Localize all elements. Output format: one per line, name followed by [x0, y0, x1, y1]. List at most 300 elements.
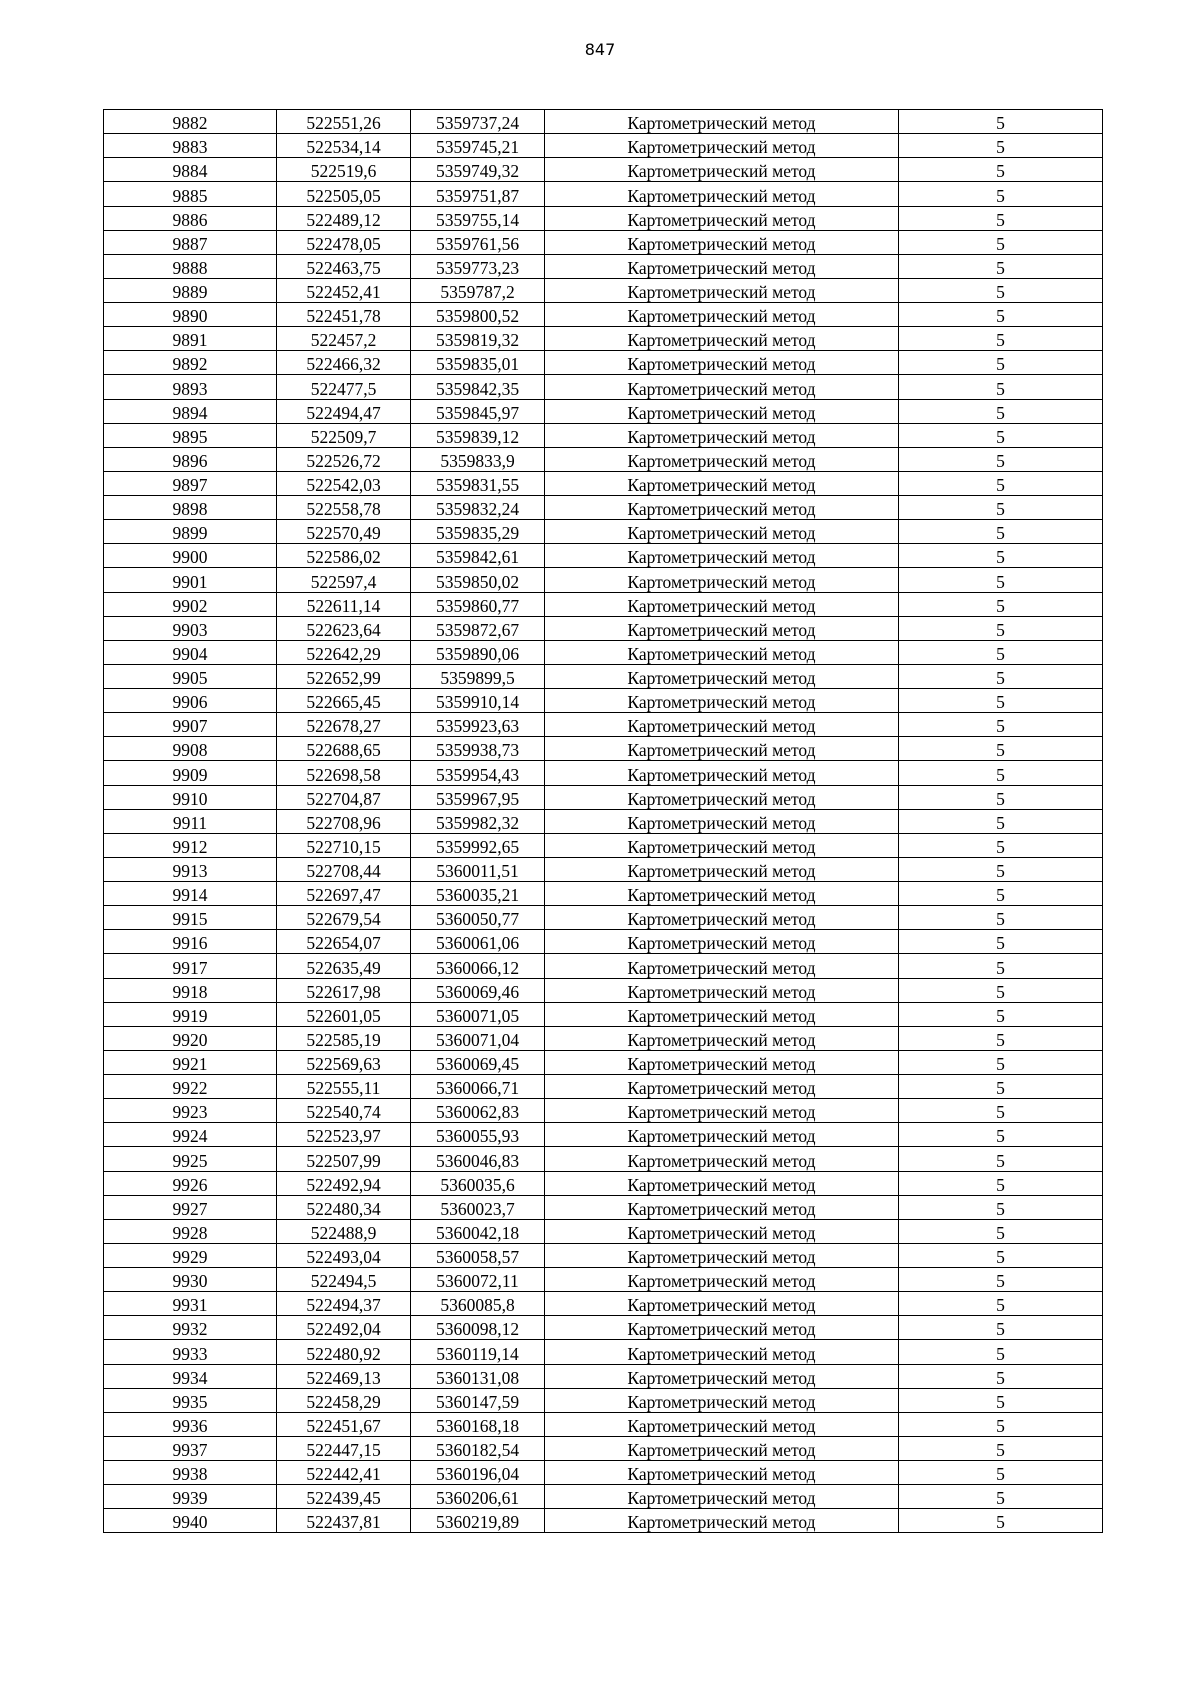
point-number-cell: 9919	[104, 1002, 277, 1026]
method-cell: Картометрический метод	[545, 809, 899, 833]
x-coordinate-cell: 522654,07	[277, 930, 411, 954]
point-number-cell: 9899	[104, 520, 277, 544]
x-coordinate-cell: 522617,98	[277, 978, 411, 1002]
accuracy-cell: 5	[899, 1316, 1103, 1340]
accuracy-cell: 5	[899, 906, 1103, 930]
table-row	[104, 134, 1103, 158]
method-cell: Картометрический метод	[545, 1461, 899, 1485]
x-coordinate-cell: 522477,5	[277, 375, 411, 399]
method-cell: Картометрический метод	[545, 978, 899, 1002]
table-row	[104, 1340, 1103, 1364]
y-coordinate-cell: 5360061,06	[411, 930, 545, 954]
table-row	[104, 1268, 1103, 1292]
y-coordinate-cell: 5359787,2	[411, 278, 545, 302]
x-coordinate-cell: 522570,49	[277, 520, 411, 544]
method-cell: Картометрический метод	[545, 303, 899, 327]
x-coordinate-cell: 522442,41	[277, 1461, 411, 1485]
table-row	[104, 423, 1103, 447]
method-cell: Картометрический метод	[545, 1026, 899, 1050]
point-number-cell: 9933	[104, 1340, 277, 1364]
x-coordinate-cell: 522710,15	[277, 833, 411, 857]
y-coordinate-cell: 5360147,59	[411, 1388, 545, 1412]
accuracy-cell: 5	[899, 616, 1103, 640]
method-cell: Картометрический метод	[545, 423, 899, 447]
table-row	[104, 1388, 1103, 1412]
accuracy-cell: 5	[899, 1050, 1103, 1074]
method-cell: Картометрический метод	[545, 1099, 899, 1123]
y-coordinate-cell: 5359835,29	[411, 520, 545, 544]
point-number-cell: 9903	[104, 616, 277, 640]
point-number-cell: 9902	[104, 592, 277, 616]
point-number-cell: 9935	[104, 1388, 277, 1412]
table-row	[104, 1123, 1103, 1147]
point-number-cell: 9909	[104, 761, 277, 785]
y-coordinate-cell: 5359982,32	[411, 809, 545, 833]
table-row	[104, 1195, 1103, 1219]
accuracy-cell: 5	[899, 1195, 1103, 1219]
table-row	[104, 882, 1103, 906]
point-number-cell: 9912	[104, 833, 277, 857]
method-cell: Картометрический метод	[545, 1195, 899, 1219]
method-cell: Картометрический метод	[545, 399, 899, 423]
accuracy-cell: 5	[899, 423, 1103, 447]
x-coordinate-cell: 522492,04	[277, 1316, 411, 1340]
table-row	[104, 399, 1103, 423]
x-coordinate-cell: 522688,65	[277, 737, 411, 761]
table-body	[104, 110, 1103, 1533]
y-coordinate-cell: 5359923,63	[411, 713, 545, 737]
method-cell: Картометрический метод	[545, 640, 899, 664]
method-cell: Картометрический метод	[545, 1412, 899, 1436]
table-row	[104, 568, 1103, 592]
x-coordinate-cell: 522452,41	[277, 278, 411, 302]
y-coordinate-cell: 5359850,02	[411, 568, 545, 592]
method-cell: Картометрический метод	[545, 954, 899, 978]
y-coordinate-cell: 5359831,55	[411, 471, 545, 495]
point-number-cell: 9890	[104, 303, 277, 327]
table-row	[104, 1509, 1103, 1533]
table-row	[104, 110, 1103, 134]
table-row	[104, 1026, 1103, 1050]
point-number-cell: 9892	[104, 351, 277, 375]
y-coordinate-cell: 5360206,61	[411, 1485, 545, 1509]
y-coordinate-cell: 5360168,18	[411, 1412, 545, 1436]
accuracy-cell: 5	[899, 568, 1103, 592]
x-coordinate-cell: 522509,7	[277, 423, 411, 447]
table-row	[104, 1099, 1103, 1123]
x-coordinate-cell: 522652,99	[277, 664, 411, 688]
x-coordinate-cell: 522623,64	[277, 616, 411, 640]
x-coordinate-cell: 522555,11	[277, 1075, 411, 1099]
x-coordinate-cell: 522540,74	[277, 1099, 411, 1123]
accuracy-cell: 5	[899, 1461, 1103, 1485]
table-row	[104, 1002, 1103, 1026]
accuracy-cell: 5	[899, 520, 1103, 544]
point-number-cell: 9937	[104, 1436, 277, 1460]
method-cell: Картометрический метод	[545, 134, 899, 158]
method-cell: Картометрический метод	[545, 833, 899, 857]
x-coordinate-cell: 522586,02	[277, 544, 411, 568]
accuracy-cell: 5	[899, 182, 1103, 206]
method-cell: Картометрический метод	[545, 1123, 899, 1147]
method-cell: Картометрический метод	[545, 471, 899, 495]
point-number-cell: 9889	[104, 278, 277, 302]
x-coordinate-cell: 522489,12	[277, 206, 411, 230]
y-coordinate-cell: 5359832,24	[411, 496, 545, 520]
x-coordinate-cell: 522678,27	[277, 713, 411, 737]
y-coordinate-cell: 5360085,8	[411, 1292, 545, 1316]
x-coordinate-cell: 522585,19	[277, 1026, 411, 1050]
table-row	[104, 496, 1103, 520]
table-row	[104, 785, 1103, 809]
x-coordinate-cell: 522551,26	[277, 110, 411, 134]
method-cell: Картометрический метод	[545, 906, 899, 930]
x-coordinate-cell: 522611,14	[277, 592, 411, 616]
table-row	[104, 1461, 1103, 1485]
table-row	[104, 640, 1103, 664]
point-number-cell: 9887	[104, 230, 277, 254]
point-number-cell: 9932	[104, 1316, 277, 1340]
table-row	[104, 809, 1103, 833]
accuracy-cell: 5	[899, 399, 1103, 423]
method-cell: Картометрический метод	[545, 1002, 899, 1026]
method-cell: Картометрический метод	[545, 664, 899, 688]
table-row	[104, 544, 1103, 568]
method-cell: Картометрический метод	[545, 785, 899, 809]
y-coordinate-cell: 5360011,51	[411, 857, 545, 881]
y-coordinate-cell: 5359860,77	[411, 592, 545, 616]
table-row	[104, 375, 1103, 399]
y-coordinate-cell: 5360069,45	[411, 1050, 545, 1074]
table-row	[104, 1075, 1103, 1099]
y-coordinate-cell: 5360066,71	[411, 1075, 545, 1099]
x-coordinate-cell: 522457,2	[277, 327, 411, 351]
point-number-cell: 9900	[104, 544, 277, 568]
accuracy-cell: 5	[899, 1268, 1103, 1292]
accuracy-cell: 5	[899, 303, 1103, 327]
table-row	[104, 689, 1103, 713]
method-cell: Картометрический метод	[545, 713, 899, 737]
point-number-cell: 9930	[104, 1268, 277, 1292]
y-coordinate-cell: 5360066,12	[411, 954, 545, 978]
x-coordinate-cell: 522466,32	[277, 351, 411, 375]
accuracy-cell: 5	[899, 1075, 1103, 1099]
x-coordinate-cell: 522698,58	[277, 761, 411, 785]
method-cell: Картометрический метод	[545, 230, 899, 254]
page-number: 847	[584, 40, 616, 59]
accuracy-cell: 5	[899, 1243, 1103, 1267]
accuracy-cell: 5	[899, 1509, 1103, 1533]
method-cell: Картометрический метод	[545, 254, 899, 278]
point-number-cell: 9906	[104, 689, 277, 713]
x-coordinate-cell: 522478,05	[277, 230, 411, 254]
method-cell: Картометрический метод	[545, 447, 899, 471]
y-coordinate-cell: 5360050,77	[411, 906, 545, 930]
x-coordinate-cell: 522469,13	[277, 1364, 411, 1388]
x-coordinate-cell: 522451,67	[277, 1412, 411, 1436]
table-row	[104, 1050, 1103, 1074]
method-cell: Картометрический метод	[545, 1075, 899, 1099]
table-row	[104, 520, 1103, 544]
x-coordinate-cell: 522642,29	[277, 640, 411, 664]
table-row	[104, 327, 1103, 351]
y-coordinate-cell: 5359992,65	[411, 833, 545, 857]
y-coordinate-cell: 5360219,89	[411, 1509, 545, 1533]
x-coordinate-cell: 522519,6	[277, 158, 411, 182]
table-row	[104, 1292, 1103, 1316]
accuracy-cell: 5	[899, 254, 1103, 278]
table-row	[104, 737, 1103, 761]
table-row	[104, 278, 1103, 302]
accuracy-cell: 5	[899, 1412, 1103, 1436]
point-number-cell: 9913	[104, 857, 277, 881]
table-row	[104, 954, 1103, 978]
x-coordinate-cell: 522458,29	[277, 1388, 411, 1412]
x-coordinate-cell: 522463,75	[277, 254, 411, 278]
table-row	[104, 471, 1103, 495]
point-number-cell: 9922	[104, 1075, 277, 1099]
method-cell: Картометрический метод	[545, 1243, 899, 1267]
accuracy-cell: 5	[899, 544, 1103, 568]
method-cell: Картометрический метод	[545, 857, 899, 881]
point-number-cell: 9920	[104, 1026, 277, 1050]
method-cell: Картометрический метод	[545, 1292, 899, 1316]
x-coordinate-cell: 522679,54	[277, 906, 411, 930]
method-cell: Картометрический метод	[545, 1340, 899, 1364]
method-cell: Картометрический метод	[545, 182, 899, 206]
accuracy-cell: 5	[899, 809, 1103, 833]
table-row	[104, 351, 1103, 375]
table-row	[104, 978, 1103, 1002]
point-number-cell: 9915	[104, 906, 277, 930]
method-cell: Картометрический метод	[545, 882, 899, 906]
y-coordinate-cell: 5360069,46	[411, 978, 545, 1002]
y-coordinate-cell: 5359737,24	[411, 110, 545, 134]
table-row	[104, 1412, 1103, 1436]
point-number-cell: 9927	[104, 1195, 277, 1219]
method-cell: Картометрический метод	[545, 1147, 899, 1171]
y-coordinate-cell: 5359745,21	[411, 134, 545, 158]
y-coordinate-cell: 5360042,18	[411, 1219, 545, 1243]
y-coordinate-cell: 5360072,11	[411, 1268, 545, 1292]
table-row	[104, 906, 1103, 930]
table-row	[104, 1147, 1103, 1171]
table-row	[104, 833, 1103, 857]
point-number-cell: 9914	[104, 882, 277, 906]
accuracy-cell: 5	[899, 978, 1103, 1002]
y-coordinate-cell: 5360055,93	[411, 1123, 545, 1147]
accuracy-cell: 5	[899, 230, 1103, 254]
method-cell: Картометрический метод	[545, 1171, 899, 1195]
y-coordinate-cell: 5360071,04	[411, 1026, 545, 1050]
y-coordinate-cell: 5360062,83	[411, 1099, 545, 1123]
y-coordinate-cell: 5360046,83	[411, 1147, 545, 1171]
x-coordinate-cell: 522708,44	[277, 857, 411, 881]
accuracy-cell: 5	[899, 930, 1103, 954]
point-number-cell: 9895	[104, 423, 277, 447]
x-coordinate-cell: 522708,96	[277, 809, 411, 833]
x-coordinate-cell: 522494,47	[277, 399, 411, 423]
y-coordinate-cell: 5359761,56	[411, 230, 545, 254]
y-coordinate-cell: 5360182,54	[411, 1436, 545, 1460]
accuracy-cell: 5	[899, 1219, 1103, 1243]
point-number-cell: 9883	[104, 134, 277, 158]
accuracy-cell: 5	[899, 327, 1103, 351]
y-coordinate-cell: 5359954,43	[411, 761, 545, 785]
table-row	[104, 1219, 1103, 1243]
table-row	[104, 230, 1103, 254]
table-row	[104, 664, 1103, 688]
accuracy-cell: 5	[899, 785, 1103, 809]
table-row	[104, 616, 1103, 640]
accuracy-cell: 5	[899, 206, 1103, 230]
y-coordinate-cell: 5359845,97	[411, 399, 545, 423]
point-number-cell: 9936	[104, 1412, 277, 1436]
point-number-cell: 9894	[104, 399, 277, 423]
x-coordinate-cell: 522569,63	[277, 1050, 411, 1074]
accuracy-cell: 5	[899, 110, 1103, 134]
method-cell: Картометрический метод	[545, 1485, 899, 1509]
method-cell: Картометрический метод	[545, 1268, 899, 1292]
point-number-cell: 9918	[104, 978, 277, 1002]
y-coordinate-cell: 5359967,95	[411, 785, 545, 809]
table-row	[104, 182, 1103, 206]
accuracy-cell: 5	[899, 1436, 1103, 1460]
y-coordinate-cell: 5359842,61	[411, 544, 545, 568]
point-number-cell: 9886	[104, 206, 277, 230]
x-coordinate-cell: 522542,03	[277, 471, 411, 495]
accuracy-cell: 5	[899, 278, 1103, 302]
point-number-cell: 9916	[104, 930, 277, 954]
accuracy-cell: 5	[899, 689, 1103, 713]
method-cell: Картометрический метод	[545, 496, 899, 520]
y-coordinate-cell: 5359842,35	[411, 375, 545, 399]
accuracy-cell: 5	[899, 857, 1103, 881]
method-cell: Картометрический метод	[545, 761, 899, 785]
point-number-cell: 9898	[104, 496, 277, 520]
accuracy-cell: 5	[899, 375, 1103, 399]
accuracy-cell: 5	[899, 1292, 1103, 1316]
x-coordinate-cell: 522480,92	[277, 1340, 411, 1364]
y-coordinate-cell: 5360071,05	[411, 1002, 545, 1026]
y-coordinate-cell: 5359899,5	[411, 664, 545, 688]
y-coordinate-cell: 5359835,01	[411, 351, 545, 375]
accuracy-cell: 5	[899, 134, 1103, 158]
method-cell: Картометрический метод	[545, 689, 899, 713]
point-number-cell: 9893	[104, 375, 277, 399]
point-number-cell: 9924	[104, 1123, 277, 1147]
table-row	[104, 206, 1103, 230]
x-coordinate-cell: 522534,14	[277, 134, 411, 158]
point-number-cell: 9940	[104, 1509, 277, 1533]
y-coordinate-cell: 5359872,67	[411, 616, 545, 640]
point-number-cell: 9910	[104, 785, 277, 809]
accuracy-cell: 5	[899, 954, 1103, 978]
accuracy-cell: 5	[899, 640, 1103, 664]
point-number-cell: 9921	[104, 1050, 277, 1074]
method-cell: Картометрический метод	[545, 206, 899, 230]
accuracy-cell: 5	[899, 351, 1103, 375]
table-row	[104, 1485, 1103, 1509]
point-number-cell: 9928	[104, 1219, 277, 1243]
accuracy-cell: 5	[899, 761, 1103, 785]
method-cell: Картометрический метод	[545, 544, 899, 568]
accuracy-cell: 5	[899, 592, 1103, 616]
point-number-cell: 9882	[104, 110, 277, 134]
x-coordinate-cell: 522493,04	[277, 1243, 411, 1267]
x-coordinate-cell: 522704,87	[277, 785, 411, 809]
point-number-cell: 9939	[104, 1485, 277, 1509]
method-cell: Картометрический метод	[545, 1509, 899, 1533]
point-number-cell: 9901	[104, 568, 277, 592]
point-number-cell: 9938	[104, 1461, 277, 1485]
table-row	[104, 1316, 1103, 1340]
y-coordinate-cell: 5359938,73	[411, 737, 545, 761]
x-coordinate-cell: 522439,45	[277, 1485, 411, 1509]
x-coordinate-cell: 522601,05	[277, 1002, 411, 1026]
table-row	[104, 930, 1103, 954]
point-number-cell: 9934	[104, 1364, 277, 1388]
y-coordinate-cell: 5359890,06	[411, 640, 545, 664]
table-row	[104, 761, 1103, 785]
method-cell: Картометрический метод	[545, 351, 899, 375]
accuracy-cell: 5	[899, 1123, 1103, 1147]
point-number-cell: 9897	[104, 471, 277, 495]
point-number-cell: 9911	[104, 809, 277, 833]
method-cell: Картометрический метод	[545, 1364, 899, 1388]
table-row	[104, 254, 1103, 278]
point-number-cell: 9925	[104, 1147, 277, 1171]
x-coordinate-cell: 522665,45	[277, 689, 411, 713]
method-cell: Картометрический метод	[545, 520, 899, 544]
point-number-cell: 9904	[104, 640, 277, 664]
y-coordinate-cell: 5360119,14	[411, 1340, 545, 1364]
y-coordinate-cell: 5360098,12	[411, 1316, 545, 1340]
x-coordinate-cell: 522494,5	[277, 1268, 411, 1292]
method-cell: Картометрический метод	[545, 1388, 899, 1412]
table-row	[104, 1243, 1103, 1267]
y-coordinate-cell: 5360023,7	[411, 1195, 545, 1219]
y-coordinate-cell: 5359773,23	[411, 254, 545, 278]
accuracy-cell: 5	[899, 1002, 1103, 1026]
x-coordinate-cell: 522447,15	[277, 1436, 411, 1460]
x-coordinate-cell: 522558,78	[277, 496, 411, 520]
accuracy-cell: 5	[899, 471, 1103, 495]
method-cell: Картометрический метод	[545, 1050, 899, 1074]
point-number-cell: 9888	[104, 254, 277, 278]
method-cell: Картометрический метод	[545, 278, 899, 302]
x-coordinate-cell: 522437,81	[277, 1509, 411, 1533]
y-coordinate-cell: 5359755,14	[411, 206, 545, 230]
method-cell: Картометрический метод	[545, 592, 899, 616]
method-cell: Картометрический метод	[545, 110, 899, 134]
y-coordinate-cell: 5360058,57	[411, 1243, 545, 1267]
table-row	[104, 1171, 1103, 1195]
point-number-cell: 9926	[104, 1171, 277, 1195]
x-coordinate-cell: 522505,05	[277, 182, 411, 206]
y-coordinate-cell: 5360196,04	[411, 1461, 545, 1485]
table-row	[104, 158, 1103, 182]
accuracy-cell: 5	[899, 664, 1103, 688]
y-coordinate-cell: 5360131,08	[411, 1364, 545, 1388]
y-coordinate-cell: 5359839,12	[411, 423, 545, 447]
x-coordinate-cell: 522480,34	[277, 1195, 411, 1219]
table-row	[104, 447, 1103, 471]
x-coordinate-cell: 522697,47	[277, 882, 411, 906]
table-row	[104, 592, 1103, 616]
y-coordinate-cell: 5359751,87	[411, 182, 545, 206]
point-number-cell: 9917	[104, 954, 277, 978]
